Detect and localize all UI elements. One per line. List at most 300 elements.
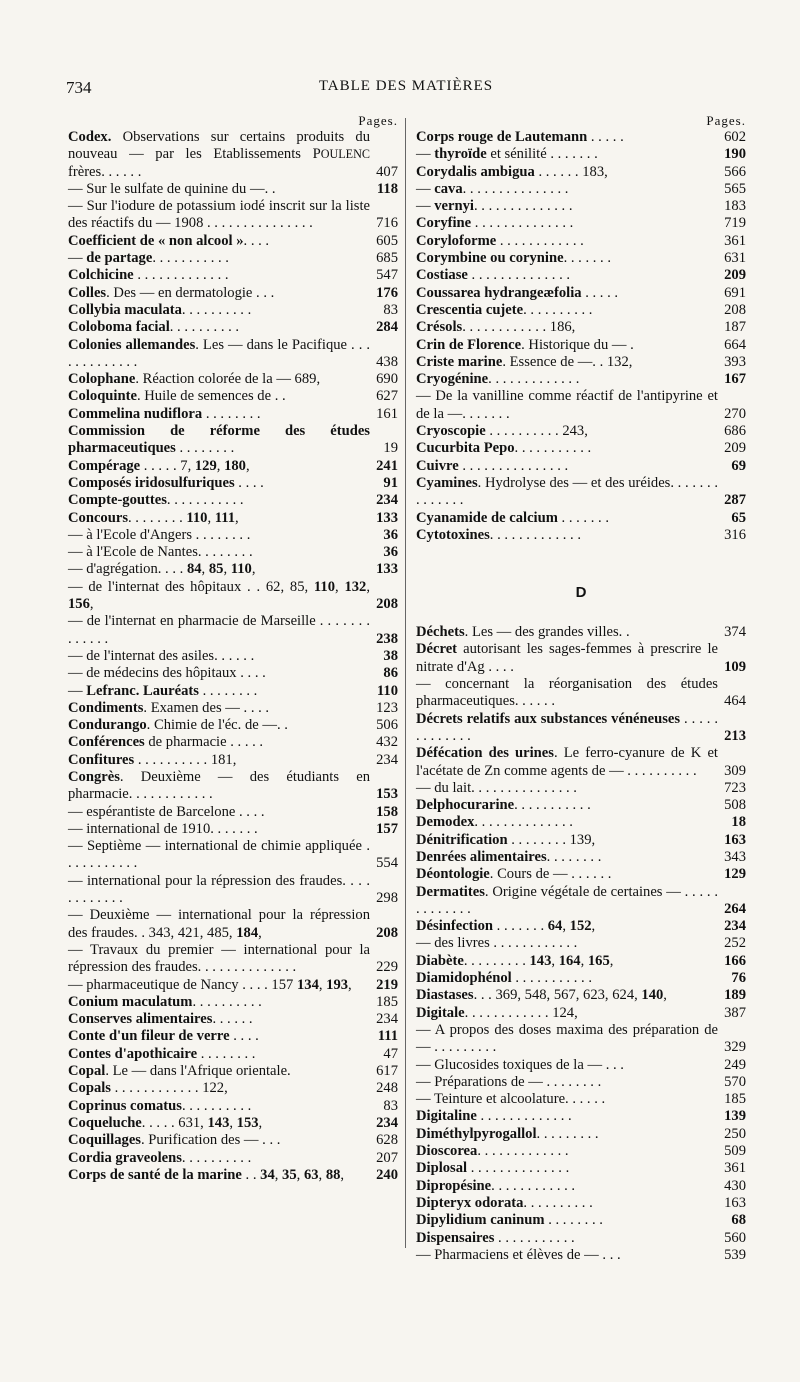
entry-page-ref: 284: [376, 319, 398, 336]
entry-text: Décret autorisant les sages-femmes à prescrire le nitrate d'Ag . . . .: [416, 641, 718, 675]
index-entry: [416, 129, 746, 146]
entry-page-ref: 68: [731, 1212, 746, 1229]
entry-text: Corymbine ou corynine. . . . . . .: [416, 250, 611, 267]
entry-text: — à l'Ecole d'Angers . . . . . . . .: [68, 526, 251, 543]
index-entry: [416, 388, 746, 423]
index-entry: [68, 700, 398, 717]
index-entry: [68, 492, 398, 509]
entry-page-ref: 161: [376, 405, 398, 422]
index-entry: [416, 233, 746, 250]
index-entry: [416, 458, 746, 475]
index-entry: [416, 797, 746, 814]
index-entry: [68, 1132, 398, 1149]
index-entry: [68, 458, 398, 475]
entry-page-ref: 250: [724, 1125, 746, 1142]
index-entry: [68, 994, 398, 1011]
entry-page-ref: 207: [376, 1149, 398, 1166]
index-entry: [416, 832, 746, 849]
index-entry: [68, 1150, 398, 1167]
index-entry: [68, 1115, 398, 1132]
entry-text: Coussarea hydrangeæfolia . . . . .: [416, 284, 619, 301]
index-entry: [416, 1126, 746, 1143]
index-entry: [416, 1074, 746, 1091]
entry-text: — Préparations de — . . . . . . . .: [416, 1073, 602, 1090]
entry-page-ref: 167: [724, 371, 746, 388]
index-entry: [416, 1178, 746, 1195]
entry-text: Denrées alimentaires. . . . . . . .: [416, 848, 602, 865]
index-entry: [68, 1046, 398, 1063]
index-entry: [416, 1091, 746, 1108]
index-entry: [416, 302, 746, 319]
entry-page-ref: 691: [724, 284, 746, 301]
entry-text: — d'agrégation. . . . 84, 85, 110,: [68, 561, 256, 578]
entry-text: Diplosal . . . . . . . . . . . . . .: [416, 1160, 570, 1177]
index-entries-right: [416, 129, 746, 544]
entry-page-ref: 69: [731, 457, 746, 474]
index-entry: [68, 1063, 398, 1080]
index-entry: [416, 1143, 746, 1160]
entry-page-ref: 343: [724, 848, 746, 865]
entry-text: Colchicine . . . . . . . . . . . . .: [68, 267, 229, 284]
page-number: 734: [66, 78, 92, 97]
entry-text: Cryoscopie . . . . . . . . . . 243,: [416, 423, 588, 440]
entry-text: Concours. . . . . . . . 110, 111,: [68, 509, 239, 526]
entry-text: — espérantiste de Barcelone . . . .: [68, 803, 265, 820]
entry-text: Contes d'apothicaire . . . . . . . .: [68, 1045, 256, 1062]
index-entry: [68, 181, 398, 198]
index-entry: [68, 907, 398, 942]
entry-page-ref: 361: [724, 1160, 746, 1177]
entry-page-ref: 387: [724, 1004, 746, 1021]
index-entry: [416, 814, 746, 831]
index-entry: [68, 873, 398, 908]
entry-page-ref: 157: [376, 820, 398, 837]
index-entry: [68, 302, 398, 319]
entry-text: Dioscorea. . . . . . . . . . . . .: [416, 1143, 569, 1160]
index-entry: [416, 953, 746, 970]
entry-text: Digitaline . . . . . . . . . . . . .: [416, 1108, 572, 1125]
index-entry: [68, 267, 398, 284]
entry-text: — à l'Ecole de Nantes. . . . . . . .: [68, 544, 253, 561]
entry-text: Cordia graveolens. . . . . . . . . .: [68, 1149, 252, 1166]
entry-text: — cava. . . . . . . . . . . . . . .: [416, 180, 569, 197]
entry-text: Compte-gouttes. . . . . . . . . . .: [68, 492, 244, 509]
entry-page-ref: 723: [724, 779, 746, 796]
index-entry: [416, 250, 746, 267]
index-entry: [68, 1167, 398, 1184]
entry-text: Commelina nudiflora . . . . . . . .: [68, 405, 261, 422]
entry-text: — Travaux du premier — international pour la répression des fraudes. . . . . . . . . . . . . .: [68, 941, 370, 976]
entry-text: Costiase . . . . . . . . . . . . . .: [416, 267, 571, 284]
entry-text: Copals . . . . . . . . . . . . 122,: [68, 1080, 228, 1097]
entry-text: Corps de santé de la marine . . 34, 35, 63, 88,: [68, 1166, 345, 1183]
index-entry: [416, 1005, 746, 1022]
entry-page-ref: 690: [376, 371, 398, 388]
index-entry: [416, 1195, 746, 1212]
index-entry: [416, 849, 746, 866]
entry-text: Demodex. . . . . . . . . . . . . .: [416, 814, 573, 831]
entry-text: Congrès. Deuxième — des étudiants en pharmacie. . . . . . . . . . . .: [68, 768, 370, 803]
entry-text: Colonies allemandes. Les — dans le Pacifique . . . . . . . . . . . . .: [68, 336, 371, 370]
index-entry: [416, 527, 746, 544]
entry-page-ref: 187: [724, 319, 746, 336]
entry-page-ref: 506: [376, 717, 398, 734]
index-entry: [68, 371, 398, 388]
entry-text: Codex. Observations sur certains produits du nouveau — par les Etablissements POULENC frères. . . . . .: [68, 129, 370, 180]
pages-label: Pages.: [706, 113, 746, 128]
entry-text: Cuivre . . . . . . . . . . . . . . .: [416, 457, 569, 474]
entry-text: Condiments. Examen des — . . . .: [68, 699, 270, 716]
entry-page-ref: 566: [724, 163, 746, 180]
entry-page-ref: 36: [383, 544, 398, 561]
entry-page-ref: 19: [383, 440, 398, 457]
index-entry: [68, 683, 398, 700]
index-entry: [416, 780, 746, 797]
entry-page-ref: 163: [724, 831, 746, 848]
index-entry: [416, 475, 746, 510]
index-entry: [68, 734, 398, 751]
entry-page-ref: 133: [376, 561, 398, 578]
index-entry: [416, 267, 746, 284]
entry-text: Delphocurarine. . . . . . . . . . .: [416, 797, 591, 814]
entry-text: Corydalis ambigua . . . . . . 183,: [416, 163, 608, 180]
entry-text: Colles. Des — en dermatologie . . .: [68, 284, 275, 301]
entry-page-ref: 234: [376, 1011, 398, 1028]
index-entry: [68, 544, 398, 561]
index-entry: [416, 935, 746, 952]
entry-text: — thyroïde et sénilité . . . . . . .: [416, 146, 598, 163]
entry-text: Corps rouge de Lautemann . . . . .: [416, 129, 624, 145]
index-entry: [416, 164, 746, 181]
index-entry: [68, 717, 398, 734]
entry-page-ref: 464: [724, 693, 746, 710]
entry-page-ref: 602: [724, 129, 746, 145]
entry-page-ref: 65: [731, 509, 746, 526]
entry-text: Condurango. Chimie de l'éc. de —. .: [68, 717, 288, 734]
entry-text: Digitale. . . . . . . . . . . . 124,: [416, 1004, 578, 1021]
entry-text: Coquillages. Purification des — . . .: [68, 1132, 281, 1149]
entry-page-ref: 627: [376, 388, 398, 405]
entry-text: Crescentia cujete. . . . . . . . . .: [416, 301, 593, 318]
entry-page-ref: 287: [724, 492, 746, 509]
entry-text: Coloboma facial. . . . . . . . . .: [68, 319, 240, 336]
entry-text: Dipteryx odorata. . . . . . . . . .: [416, 1194, 593, 1211]
index-entry: [416, 215, 746, 232]
index-entries-right-d: [416, 624, 746, 1264]
entry-text: Défécation des urines. Le ferro-cyanure de K et l'acétate de Zn comme agents de — . . . . . . . . . .: [416, 745, 718, 779]
index-entry: [68, 561, 398, 578]
index-entry: [416, 371, 746, 388]
entry-page-ref: 185: [376, 993, 398, 1010]
entry-page-ref: 118: [376, 180, 398, 197]
entry-page-ref: 374: [724, 624, 746, 641]
entry-text: Coqueluche. . . . . 631, 143, 153,: [68, 1114, 263, 1131]
entry-text: Dénitrification . . . . . . . . 139,: [416, 831, 596, 848]
entry-text: Décrets relatifs aux substances vénéneuses . . . . . . . . . . . . .: [416, 710, 719, 744]
entry-page-ref: 76: [731, 970, 746, 987]
index-entry: [416, 510, 746, 527]
entry-text: — de partage. . . . . . . . . . .: [68, 250, 229, 267]
entry-page-ref: 209: [724, 267, 746, 284]
running-title: TABLE DES MATIÈRES: [318, 78, 494, 94]
entry-page-ref: 716: [376, 215, 398, 232]
entry-page-ref: 190: [724, 146, 746, 163]
entry-text: — Sur le sulfate de quinine du —. .: [68, 180, 276, 197]
entry-text: Confitures . . . . . . . . . . 181,: [68, 751, 237, 768]
index-entry: [68, 423, 398, 458]
entry-page-ref: 554: [376, 855, 398, 872]
entry-page-ref: 316: [724, 526, 746, 543]
entry-page-ref: 176: [376, 284, 398, 301]
entry-page-ref: 153: [376, 786, 398, 803]
index-entry: [68, 665, 398, 682]
entry-page-ref: 685: [376, 250, 398, 267]
entry-page-ref: 208: [376, 596, 398, 613]
entry-text: Dipylidium caninum . . . . . . . .: [416, 1212, 603, 1229]
index-entry: [68, 1098, 398, 1115]
index-entry: [68, 804, 398, 821]
column-divider: [405, 118, 406, 1248]
entry-page-ref: 110: [376, 682, 398, 699]
entry-page-ref: 270: [724, 405, 746, 422]
entry-text: — du lait. . . . . . . . . . . . . . .: [416, 779, 577, 796]
index-entry: [68, 942, 398, 977]
entry-text: — Septième — international de chimie appliquée . . . . . . . . . . .: [68, 838, 370, 872]
entry-text: Crin de Florence. Historique du — .: [416, 336, 634, 353]
entry-page-ref: 407: [376, 163, 398, 180]
index-entry: [416, 1160, 746, 1177]
entry-page-ref: 509: [724, 1143, 746, 1160]
index-entry: [416, 884, 746, 919]
index-entry: [68, 337, 398, 372]
pages-label: Pages.: [358, 113, 398, 128]
entry-page-ref: 229: [376, 959, 398, 976]
entry-page-ref: 719: [724, 215, 746, 232]
entry-page-ref: 329: [724, 1039, 746, 1056]
entry-text: Coefficient de « non alcool ». . . .: [68, 232, 270, 249]
entry-page-ref: 264: [724, 900, 746, 917]
entry-text: Conte d'un fileur de verre . . . .: [68, 1028, 259, 1045]
entry-text: — de l'internat des asiles. . . . . .: [68, 647, 255, 664]
entry-page-ref: 208: [724, 301, 746, 318]
entry-text: — Deuxième — international pour la répression des fraudes. . 343, 421, 485, 184,: [68, 907, 370, 941]
index-entry: [68, 319, 398, 336]
entry-text: Désinfection . . . . . . . 64, 152,: [416, 918, 596, 935]
entry-page-ref: 129: [724, 866, 746, 883]
entry-page-ref: 432: [376, 734, 398, 751]
entry-page-ref: 617: [376, 1063, 398, 1080]
entry-page-ref: 163: [724, 1194, 746, 1211]
entry-text: — de l'internat en pharmacie de Marseille . . . . . . . . . . . . .: [68, 613, 370, 647]
entry-text: Colophane. Réaction colorée de la — 689,: [68, 371, 321, 388]
entry-text: — Teinture et alcoolature. . . . . .: [416, 1091, 606, 1108]
index-entry: [416, 711, 746, 746]
index-entry: [68, 838, 398, 873]
entry-text: — concernant la réorganisation des études pharmaceutiques. . . . . .: [416, 676, 718, 710]
entry-text: Conium maculatum. . . . . . . . . .: [68, 993, 262, 1010]
index-entry: [68, 769, 398, 804]
entry-text: Diastases. . . 369, 548, 567, 623, 624, 140,: [416, 987, 667, 1004]
entry-page-ref: 241: [376, 457, 398, 474]
entry-page-ref: 508: [724, 797, 746, 814]
entry-text: Coloquinte. Huile de semences de . .: [68, 388, 286, 405]
index-entry: [416, 337, 746, 354]
entry-page-ref: 219: [376, 976, 398, 993]
entry-page-ref: 109: [724, 658, 746, 675]
index-entry: [416, 319, 746, 336]
entry-page-ref: 183: [724, 198, 746, 215]
index-entry: [416, 423, 746, 440]
index-entry: [416, 198, 746, 215]
entry-page-ref: 139: [724, 1108, 746, 1125]
index-entry: [416, 1022, 746, 1057]
entry-text: — A propos des doses maxima des préparation de — . . . . . . . . .: [416, 1021, 718, 1056]
index-entry: [68, 527, 398, 544]
entry-text: Cytotoxines. . . . . . . . . . . . .: [416, 526, 581, 543]
index-entry: [416, 440, 746, 457]
entry-text: Composés iridosulfuriques . . . .: [68, 474, 264, 491]
page-header: [66, 78, 746, 100]
entry-page-ref: 565: [724, 180, 746, 197]
entry-text: — vernyi. . . . . . . . . . . . . .: [416, 198, 573, 215]
entry-text: Collybia maculata. . . . . . . . . .: [68, 301, 252, 318]
entry-text: — international de 1910. . . . . . .: [68, 820, 258, 837]
index-entry: [416, 181, 746, 198]
index-entry: [416, 146, 746, 163]
entry-page-ref: 36: [383, 526, 398, 543]
entry-page-ref: 86: [383, 665, 398, 682]
entry-page-ref: 570: [724, 1073, 746, 1090]
index-entry: [416, 918, 746, 935]
index-entry: [416, 1247, 746, 1264]
entry-text: Cyamines. Hydrolyse des — et des uréides. . . . . . . . . . . . . .: [416, 474, 718, 509]
index-entry: [68, 1011, 398, 1028]
index-entry: [68, 285, 398, 302]
entry-page-ref: 240: [376, 1166, 398, 1183]
entry-text: — Lefranc. Lauréats . . . . . . . .: [68, 682, 258, 699]
entry-page-ref: 664: [724, 336, 746, 353]
index-entry: [416, 745, 746, 780]
entry-page-ref: 248: [376, 1080, 398, 1097]
entry-text: Cucurbita Pepo. . . . . . . . . . .: [416, 440, 592, 457]
entry-page-ref: 560: [724, 1229, 746, 1246]
entry-text: Coprinus comatus. . . . . . . . . .: [68, 1097, 252, 1114]
index-entry: [68, 1028, 398, 1045]
index-entry: [416, 1212, 746, 1229]
entry-page-ref: 238: [376, 630, 398, 647]
index-entry: [416, 1057, 746, 1074]
entry-text: Copal. Le — dans l'Afrique orientale.: [68, 1063, 291, 1080]
entry-page-ref: 393: [724, 353, 746, 370]
entry-page-ref: 166: [724, 952, 746, 969]
entry-page-ref: 430: [724, 1177, 746, 1194]
index-entry: [68, 977, 398, 994]
entry-page-ref: 361: [724, 232, 746, 249]
entry-page-ref: 631: [724, 250, 746, 267]
entry-text: Cryogénine. . . . . . . . . . . . .: [416, 371, 580, 388]
entry-text: Coryloforme . . . . . . . . . . . .: [416, 232, 584, 249]
index-entry: [416, 641, 746, 676]
index-entry: [68, 648, 398, 665]
entry-page-ref: 547: [376, 267, 398, 284]
entry-page-ref: 298: [376, 890, 398, 907]
entry-text: Compérage . . . . . 7, 129, 180,: [68, 457, 250, 474]
entry-text: Commission de réforme des études pharmaceutiques . . . . . . . .: [68, 423, 370, 457]
entry-page-ref: 38: [383, 647, 398, 664]
index-entry: [68, 821, 398, 838]
entry-page-ref: 234: [376, 492, 398, 509]
index-entry: [68, 250, 398, 267]
index-entry: [68, 129, 398, 181]
index-entry: [68, 613, 398, 648]
entry-page-ref: 111: [377, 1028, 398, 1045]
index-entry: [68, 1080, 398, 1097]
section-letter: D: [575, 584, 587, 602]
index-entry: [416, 624, 746, 641]
entry-text: — international pour la répression des fraudes. . . . . . . . . . . .: [68, 872, 370, 907]
entry-page-ref: 83: [383, 1097, 398, 1114]
entry-page-ref: 234: [724, 918, 746, 935]
entry-text: — de médecins des hôpitaux . . . .: [68, 665, 266, 682]
entry-page-ref: 123: [376, 699, 398, 716]
entry-page-ref: 209: [724, 440, 746, 457]
entry-page-ref: 234: [376, 751, 398, 768]
entry-text: Coryfine . . . . . . . . . . . . . .: [416, 215, 574, 232]
index-entry: [68, 475, 398, 492]
entry-page-ref: 208: [376, 924, 398, 941]
entry-page-ref: 185: [724, 1091, 746, 1108]
entry-text: — pharmaceutique de Nancy . . . . 157 134, 193,: [68, 976, 352, 993]
index-entry: [68, 510, 398, 527]
entry-page-ref: 91: [383, 474, 398, 491]
entry-text: — Glucosides toxiques de la — . . .: [416, 1056, 624, 1073]
entry-text: Diabète. . . . . . . . . 143, 164, 165,: [416, 952, 614, 969]
entry-text: Dermatites. Origine végétale de certaines — . . . . . . . . . . . . .: [416, 883, 718, 917]
entry-text: Cyanamide de calcium . . . . . . .: [416, 509, 609, 526]
entry-text: — Sur l'iodure de potassium iodé inscrit sur la liste des réactifs du — 1908 . . . . . . . . . . . . . . .: [68, 198, 370, 232]
index-entry: [68, 198, 398, 233]
index-entry: [416, 676, 746, 711]
entry-page-ref: 234: [376, 1114, 398, 1131]
entry-page-ref: 605: [376, 232, 398, 249]
entry-text: Crésols. . . . . . . . . . . . 186,: [416, 319, 576, 336]
index-entry: [416, 1108, 746, 1125]
entry-text: — des livres . . . . . . . . . . . .: [416, 935, 578, 952]
entry-page-ref: 158: [376, 803, 398, 820]
entry-text: Déchets. Les — des grandes villes. .: [416, 624, 630, 641]
entry-text: Diméthylpyrogallol. . . . . . . . .: [416, 1125, 599, 1142]
index-column-right: [416, 112, 746, 1264]
entry-text: Déontologie. Cours de — . . . . . .: [416, 866, 612, 883]
entry-text: Dipropésine. . . . . . . . . . . .: [416, 1177, 576, 1194]
entry-text: Criste marine. Essence de —. . 132,: [416, 353, 633, 370]
index-entries-left: [68, 129, 398, 1184]
entry-text: — de l'internat des hôpitaux . . 62, 85, 110, 132, 156,: [68, 578, 370, 613]
index-entry: [68, 388, 398, 405]
entry-page-ref: 18: [731, 814, 746, 831]
index-entry: [68, 233, 398, 250]
entry-page-ref: 539: [724, 1246, 746, 1263]
index-entry: [416, 354, 746, 371]
entry-text: Diamidophénol . . . . . . . . . . .: [416, 970, 592, 987]
entry-page-ref: 438: [376, 353, 398, 370]
index-entry: [68, 406, 398, 423]
entry-page-ref: 189: [724, 987, 746, 1004]
entry-text: Conférences de pharmacie . . . . .: [68, 734, 264, 751]
entry-page-ref: 309: [724, 762, 746, 779]
index-entry: [416, 285, 746, 302]
entry-page-ref: 83: [383, 301, 398, 318]
